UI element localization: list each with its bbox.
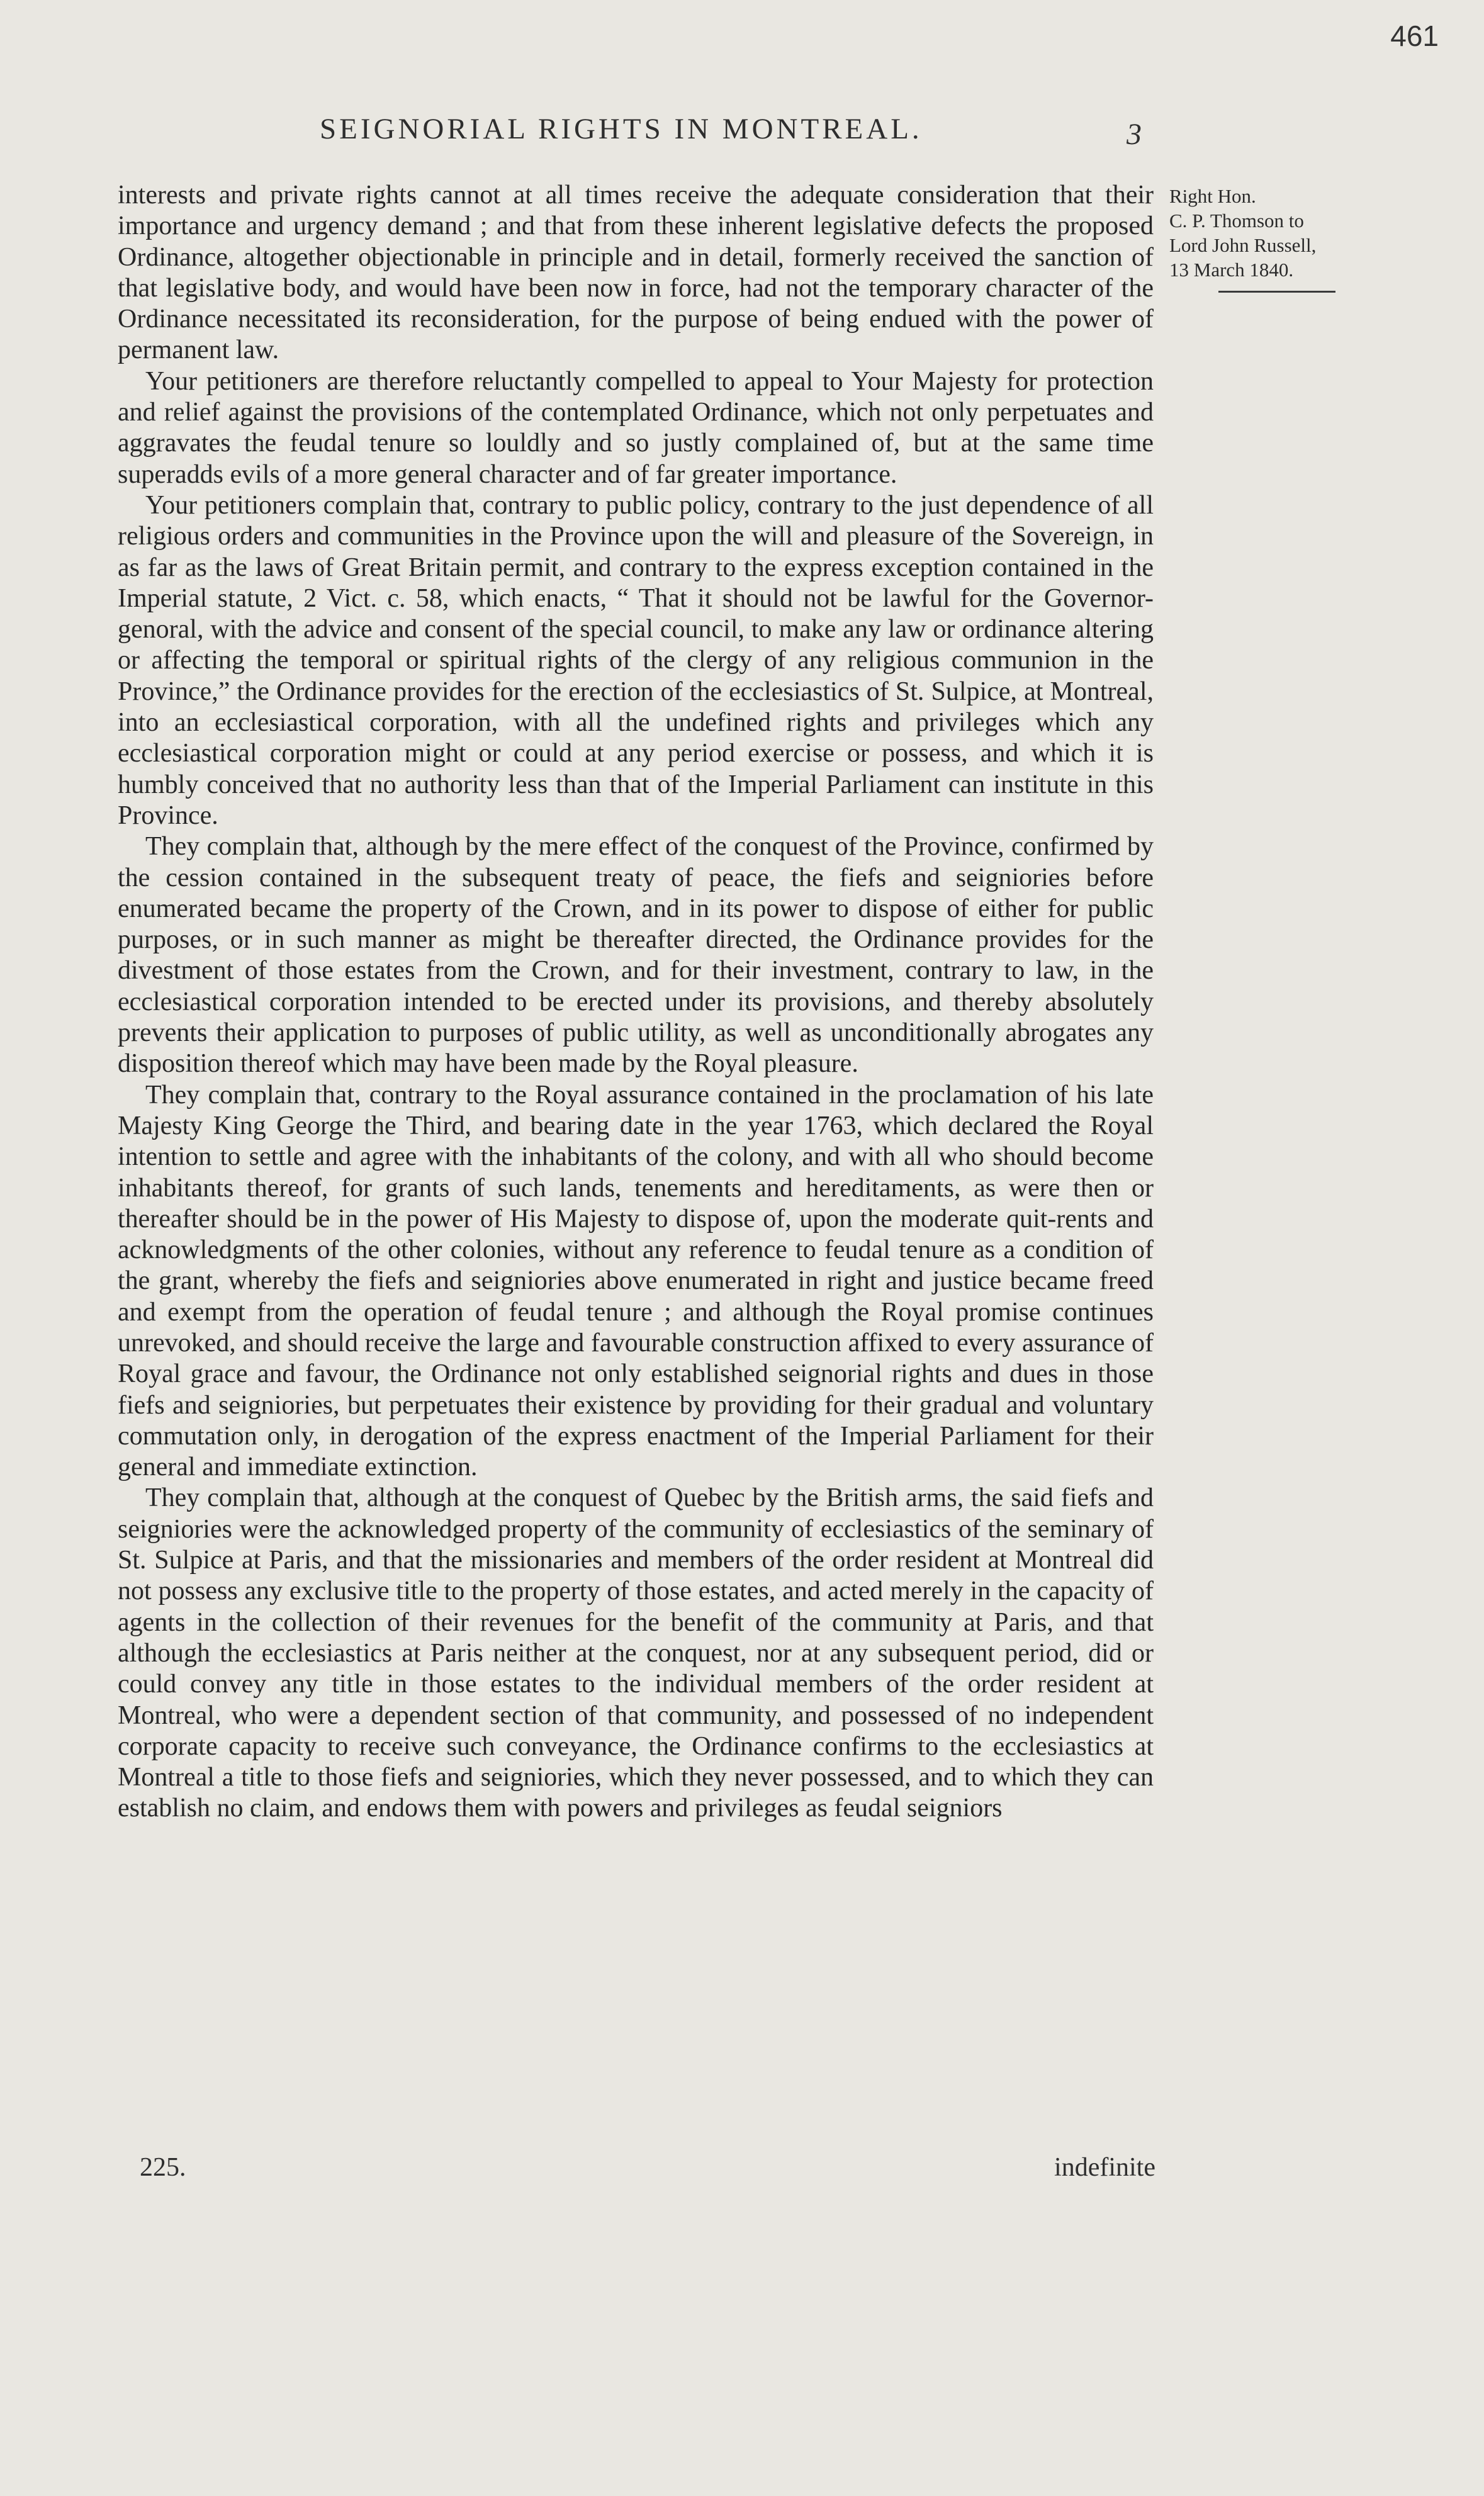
paragraph: interests and private rights cannot at all times receive the adequate consideration that their importance and urgency demand ; and that from these inherent legislative defects the proposed Ordinance, altogether objectionable in principle and in detail, formerly received the sanction of that legislative body, and would have been now in force, had not the temporary character of the Ordinance necessitated its reconsideration, for the purpose of being endued with the power of permanent law. — [118, 181, 1154, 365]
margin-note-line: C. P. Thomson to — [1169, 210, 1304, 232]
paragraph: Your petitioners are therefore reluctantly compelled to appeal to Your Majesty for protection and relief against the provisions of the contemplated Ordinance, which not only perpetuates and aggravates the feudal tenure so louldly and so justly complained of, but at the same time superadds evils of a more general character and of far greater importance. — [118, 366, 1154, 489]
paragraph: They complain that, contrary to the Royal assurance contained in the proclamation of his late Majesty King George the Third, and bearing date in the year 1763, which declared the Royal intention to settle and agree with the inhabitants of the colony, and with all who should become inhabitants thereof, for grants of such lands, tenements and hereditaments, as were then or thereafter should be in the power of His Majesty to dispose of, upon the moderate quit-rents and acknowledgments of the other colonies, without any reference to feudal tenure as a condition of the grant, whereby the fiefs and seigniories above enumerated in right and justice became freed and exempt from the operation of feudal tenure ; and although the Royal promise continues unrevoked, and should receive the large and favourable construction affixed to every assurance of Royal grace and favour, the Ordinance not only established seignorial rights and dues in those fiefs and seigniories, but perpetuates their existence by providing for their gradual and voluntary commutation only, in derogation of the express enactment of the Imperial Parliament for their general and immediate extinction. — [118, 1080, 1154, 1482]
margin-note-line: 13 March 1840. — [1169, 259, 1294, 281]
margin-note-rule — [1218, 291, 1335, 293]
paragraph: Your petitioners complain that, contrary to public policy, contrary to the just dependence of all religious orders and communities in the Province upon the will and pleasure of the Sovereign, in as far as the laws of Great Britain permit, and contrary to the express exception contained in the Imperial statute, 2 Vict. c. 58, which enacts, “ That it should not be lawful for the Governor-genoral, with the advice and consent of the special council, to make any law or ordinance altering or affecting the temporal or spiritual rights of the clergy of any religious communion in the Province,” the Ordinance provides for the erection of the ecclesiastics of St. Sulpice, at Montreal, into an ecclesiastical corporation, with all the undefined rights and privileges which any ecclesiastical corporation might or could at any period exercise or possess, and which it is humbly conceived that no authority less than that of the Imperial Parliament can institute in this Province. — [118, 490, 1154, 830]
folio-number: 461 — [1390, 20, 1439, 52]
margin-note-line: Lord John Russell, — [1169, 234, 1317, 256]
margin-note-line: Right Hon. — [1169, 185, 1256, 207]
paragraph: They complain that, although by the mere effect of the conquest of the Province, confirmed by the cession contained in the subsequent treaty of peace, the fiefs and seigniories before enumerated became the property of the Crown, and in its power to dispose of either for public purposes, or in such manner as might be thereafter directed, the Ordinance provides for the divestment of those estates from the Crown, and for their investment, contrary to law, in the ecclesiastical corporation intended to be erected under its provisions, and thereby absolutely prevents their application to purposes of public utility, as well as unconditionally abrogates any disposition thereof which may have been made by the Royal pleasure. — [118, 832, 1154, 1079]
paragraph: They complain that, although at the conquest of Quebec by the British arms, the said fiefs and seigniories were the acknowledged property of the community of ecclesiastics of the seminary of St. Sulpice at Paris, and that the missionaries and members of the order resident at Montreal did not possess any exclusive title to the property of those estates, and acted merely in the capacity of agents in the collection of their revenues for the benefit of the community at Paris, and that although the ecclesiastics at Paris neither at the conquest, nor at any subsequent period, did or could convey any title in those estates to the individual members of the order resident at Montreal, who were a dependent section of that community, and possessed of no independent corporate capacity to receive such conveyance, the Ordinance confirms to the ecclesiastics at Montreal a title to those fiefs and seigniories, which they never possessed, and to which they can establish no claim, and endows them with powers and privileges as feudal seigniors — [118, 1483, 1154, 1823]
catchword: indefinite — [1054, 2153, 1155, 2182]
body-text — [118, 180, 1154, 1824]
signature-mark: 225. — [140, 2153, 186, 2182]
page-number: 3 — [1127, 118, 1142, 151]
running-title: SEIGNORIAL RIGHTS IN MONTREAL. — [320, 113, 923, 145]
margin-note — [1169, 184, 1446, 293]
